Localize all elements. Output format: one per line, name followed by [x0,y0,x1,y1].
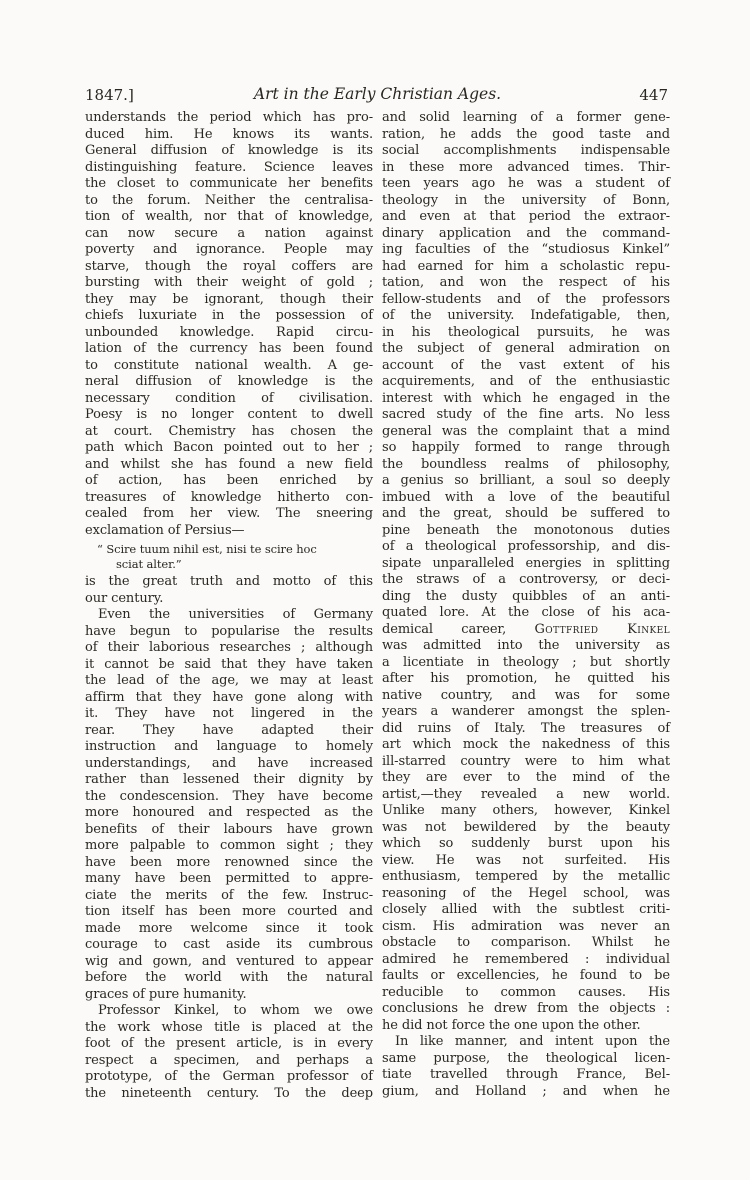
text-line: foot of the present article, is in every [85,1036,373,1051]
text-line: quated lore. At the close of his aca- [382,605,670,620]
text-line: instruction and language to homely [85,739,373,754]
text-line: it. They have not lingered in the [85,706,373,721]
text-line: more honoured and respected as the [85,805,373,820]
text-line: ciate the merits of the few. Instruc- [85,887,373,903]
text-line: the straws of a controversy, or deci- [382,572,670,587]
text-line: rather than lessened their dignity by [85,772,373,787]
text-line: native country, and was for some [382,687,670,703]
text-line: In like manner, and intent upon the [395,1034,670,1049]
text-line: benefits of their labours have grown [85,821,373,837]
text-line: he did not force the one upon the other. [382,1017,641,1033]
text-line: pine beneath the monotonous duties [382,522,670,538]
text-line: obstacle to comparison. Whilst he [382,935,670,950]
text-line: it cannot be said that they have taken [85,656,373,672]
page-number: 447 [639,86,668,104]
text-line: General diffusion of knowledge is its [85,143,373,158]
text-line: Poesy is no longer content to dwell [85,407,373,422]
paragraph [85,110,373,539]
text-line: wig and gown, and ventured to appear [85,953,373,969]
text-line: was not bewildered by the beauty [382,819,670,835]
page-header [85,86,670,106]
text-line: distinguishing feature. Science leaves [85,159,373,175]
text-line: artist,—they revealed a new world. [382,786,670,802]
column-right [382,110,670,1102]
text-line: ding the dusty quibbles of an anti- [382,588,670,604]
text-line: the work whose title is placed at the [85,1019,373,1035]
text-line: of a theological professorship, and dis- [382,539,670,554]
text-line: theology in the university of Bonn, [382,192,670,208]
text-line: Even the universities of Germany [98,607,373,622]
running-title: Art in the Early Christian Ages. [253,85,502,103]
text-line: gium, and Holland ; and when he [382,1083,670,1099]
text-line: was admitted into the university as [382,638,670,653]
text-line: the nineteenth century. To the deep [85,1085,373,1101]
text-line: courage to cast aside its cumbrous [85,937,373,952]
text-line: bursting with their weight of gold ; [85,275,373,290]
text-line: to constitute national wealth. A ge- [85,357,373,373]
small-caps-name: Gottfried Kinkel [534,621,670,637]
text-line: path which Bacon pointed out to her ; [85,440,373,455]
paragraph [85,574,373,607]
paragraph [382,110,670,1034]
text-line: fellow-students and of the professors [382,291,670,307]
text-line: poverty and ignorance. People may [85,242,373,257]
text-line: sciat alter.” [116,557,182,571]
text-line: ing faculties of the “studiosus Kinkel” [382,242,670,257]
text-line: so happily formed to range through [382,440,670,455]
text-line: tion of wealth, nor that of knowledge, [85,209,373,224]
text-line: of action, has been enriched by [85,473,373,488]
text-line: in his theological pursuits, he was [382,324,670,340]
text-line: same purpose, the theological licen- [382,1050,670,1066]
text-line: of their laborious researches ; although [85,640,373,655]
latin-quote [85,542,373,572]
text-line: can now secure a nation against [85,225,373,241]
text-line: sipate unparalleled energies in splitting [382,555,670,571]
text-line: social accomplishments indispensable [382,143,670,158]
text-line: cism. His admiration was never an [382,918,670,934]
text-line: reducible to common causes. His [382,984,670,1000]
paragraph [85,1003,373,1102]
text-line: teen years ago he was a student of [382,176,670,191]
text-line: admired he remembered : individual [382,951,670,967]
text-line: years a wanderer amongst the splen- [382,704,670,719]
text-line: and solid learning of a former gene- [382,110,670,125]
text-line: of the university. Indefatigable, then, [382,308,670,323]
text-line: Unlike many others, however, Kinkel [382,803,670,818]
text-line: they may be ignorant, though their [85,291,373,307]
text-line: tion itself has been more courted and [85,904,373,919]
text-line: the subject of general admiration on [382,341,670,356]
text-line: faults or excellencies, he found to be [382,968,670,983]
text-line: imbued with a love of the beautiful [382,489,670,505]
text-columns [85,110,670,1102]
text-line: which so suddenly burst upon his [382,836,670,851]
text-line: to the forum. Neither the centralisa- [85,192,373,208]
text-line: after his promotion, he quitted his [382,671,670,686]
text-line: ill-starred country were to him what [382,753,670,769]
text-line: view. He was not surfeited. His [382,852,670,868]
text-line: have been more renowned since the [85,854,373,870]
text-line: tation, and won the respect of his [382,275,670,290]
text-line: conclusions he drew from the objects : [382,1001,670,1016]
text-line: understandings, and have increased [85,755,373,771]
text-line: reasoning of the Hegel school, was [382,885,670,901]
text-line: respect a specimen, and perhaps a [85,1052,373,1068]
text-line: a genius so brilliant, a soul so deeply [382,473,670,488]
text-line: is the great truth and motto of this [85,574,373,589]
text-line: many have been permitted to appre- [85,871,373,886]
text-line: exclamation of Persius— [85,522,245,538]
text-line: acquirements, and of the enthusiastic [382,374,670,389]
text-line: general was the complaint that a mind [382,423,670,439]
text-line: neral diffusion of knowledge is the [85,374,373,389]
text-line: more palpable to common sight ; they [85,838,373,853]
text-line: had earned for him a scholastic repu- [382,258,670,274]
text-line: a licentiate in theology ; but shortly [382,654,670,670]
text-line: did ruins of Italy. The treasures of [382,720,670,736]
text-line: account of the vast extent of his [382,357,670,373]
text-line: necessary condition of civilisation. [85,390,373,406]
text-line: treasures of knowledge hitherto con- [85,489,373,505]
column-left [85,110,373,1102]
text-line: the condescension. They have become [85,788,373,804]
text-line: graces of pure humanity. [85,986,247,1002]
text-line: “ Scire tuum nihil est, nisi te scire hoc [97,542,317,556]
text-line: and whilst she has found a new field [85,456,373,472]
text-line: starve, though the royal coffers are [85,258,373,274]
text-line: sacred study of the fine arts. No less [382,407,670,422]
text-line: and even at that period the extraor- [382,209,670,224]
text-line: enthusiasm, tempered by the metallic [382,869,670,884]
text-line: the boundless realms of philosophy, [382,456,670,472]
text-line: duced him. He knows its wants. [85,126,373,142]
text-line: interest with which he engaged in the [382,390,670,406]
text-line: prototype, of the German professor of [85,1069,373,1084]
text-line: and the great, should be suffered to [382,506,670,521]
text-line: the closet to communicate her benefits [85,176,373,191]
header-year: 1847.] [85,86,134,104]
paragraph [382,1034,670,1100]
text-line: made more welcome since it took [85,920,373,936]
text-line: have begun to popularise the results [85,623,373,639]
text-line: affirm that they have gone along with [85,689,373,705]
text-line: chiefs luxuriate in the possession of [85,308,373,323]
text-line: the lead of the age, we may at least [85,673,373,688]
paragraph [85,607,373,1003]
text-line: tiate travelled through France, Bel- [382,1067,670,1082]
text-line: understands the period which has pro- [85,110,373,125]
text-line: Professor Kinkel, to whom we owe [98,1003,373,1018]
text-line: at court. Chemistry has chosen the [85,423,373,439]
text-line: lation of the currency has been found [85,341,373,356]
text-line: closely allied with the subtlest criti- [382,902,670,917]
text-line: rear. They have adapted their [85,722,373,738]
text-line: they are ever to the mind of the [382,770,670,785]
text-line: before the world with the natural [85,970,373,985]
text-line: unbounded knowledge. Rapid circu- [85,324,373,340]
text-line: art which mock the nakedness of this [382,737,670,752]
text-line: demical career, Gottfried Kinkel [382,621,670,637]
text-line: dinary application and the command- [382,225,670,241]
text-line: our century. [85,590,164,606]
text-line: cealed from her view. The sneering [85,506,373,521]
text-line: in these more advanced times. Thir- [382,159,670,175]
text-line: ration, he adds the good taste and [382,126,670,142]
